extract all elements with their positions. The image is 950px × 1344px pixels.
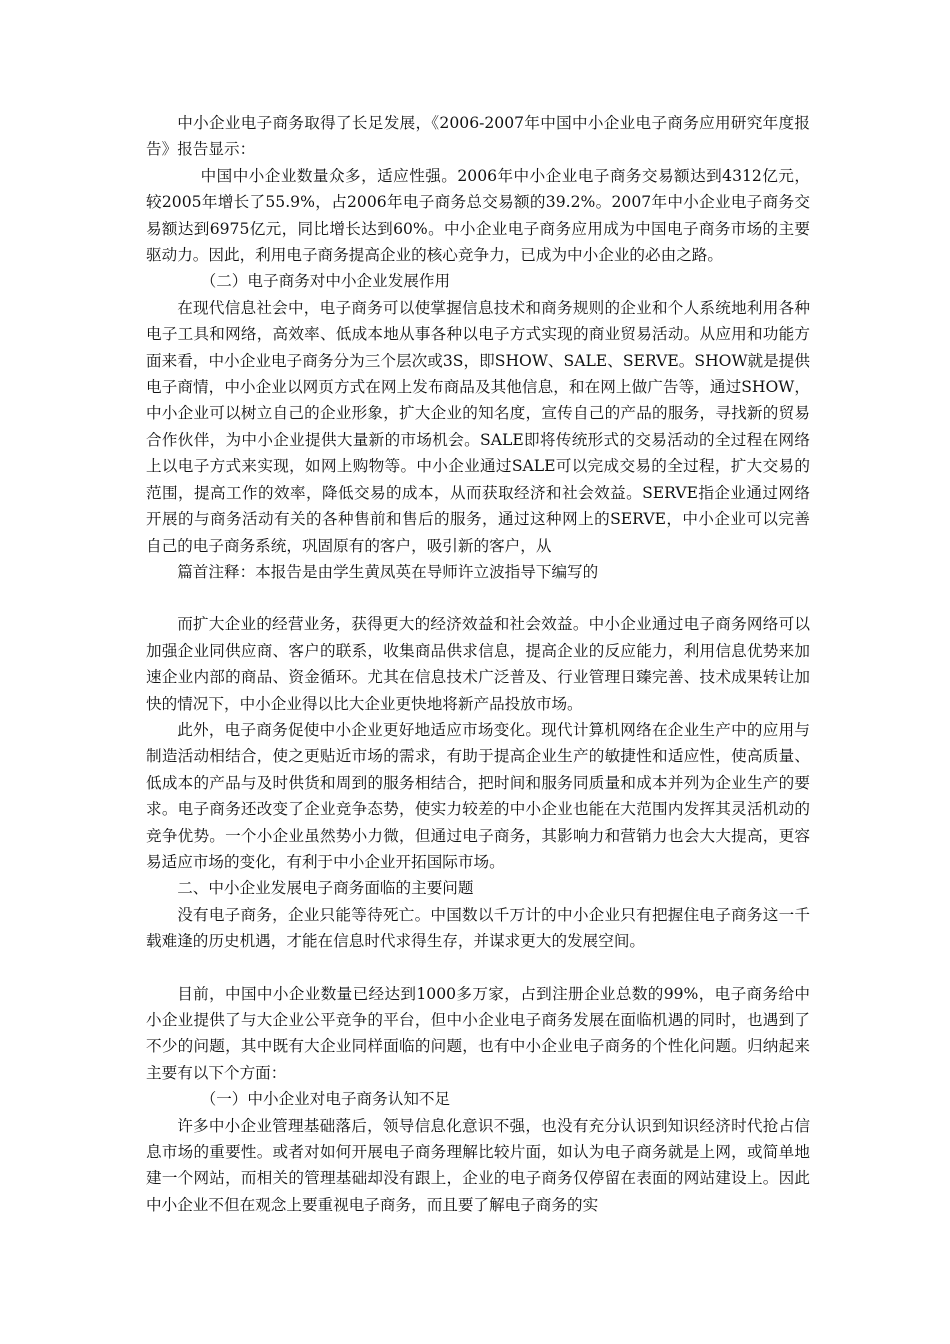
awareness-paragraph: 许多中小企业管理基础落后，领导信息化意识不强，也没有充分认识到知识经济时代抢占信息市场的重要性。或者对如何开展电子商务理解比较片面，如认为电子商务就是上网，或简单地建一个网站，而相关的管理基础却没有跟上，企业的电子商务仅停留在表面的网站建设上。因此中小企业不但在观念上要重视电子商务，而且要了解电子商务的实 [146, 1116, 810, 1214]
subsection-heading-awareness: （一）中小企业对电子商务认知不足 [200, 1090, 451, 1109]
section-heading-problems: 二、中小企业发展电子商务面临的主要问题 [177, 879, 474, 898]
market-adaptation-paragraph: 此外，电子商务促使中小企业更好地适应市场变化。现代计算机网络在企业生产中的应用与制造活动相结合，使之更贴近市场的需求，有助于提高企业生产的敏捷性和适应性，使高质量、低成本的产品与及时供货和周到的服务相结合，把时间和服务同质量和成本并列为企业生产的要求。电子商务还改变了企业竞争态势，使实力较差的中小企业也能在大范围内发挥其灵活机动的竞争优势。一个小企业虽然势小力微，但通过电子商务，其影响力和营销力也会大大提高，更容易适应市场的变化，有利于中小企业开拓国际市场。 [146, 720, 810, 871]
report-quote-paragraph: 中国中小企业数量众多，适应性强。2006年中小企业电子商务交易额达到4312亿元，较2005年增长了55.9%，占2006年电子商务总交易额的39.2%。2007年中小企业电子商务交易额达到6975亿元，同比增长达到60%。中小企业电子商务应用成为中国电子商务市场的主要驱动力。因此，利用电子商务提高企业的核心竞争力，已成为中小企业的必由之路。 [146, 166, 810, 265]
ecommerce-3s-paragraph: 在现代信息社会中，电子商务可以使掌握信息技术和商务规则的企业和个人系统地利用各种电子工具和网络，高效率、低成本地从事各种以电子方式实现的商业贸易活动。从应用和功能方面来看，中小企业电子商务分为三个层次或3S，即SHOW、SALE、SERVE。SHOW就是提供电子商情，中小企业以网页方式在网上发布商品及其他信息，和在网上做广告等，通过SHOW，中小企业可以树立自己的企业形象，扩大企业的知名度，宣传自己的产品的服务，寻找新的贸易合作伙伴，为中小企业提供大量新的市场机会。SALE即将传统形式的交易活动的全过程在网络上以电子方式来实现，如网上购物等。中小企业通过SALE可以完成交易的全过程，扩大交易的范围，提高工作的效率，降低交易的成本，从而获取经济和社会效益。SERVE指企业通过网络开展的与商务活动有关的各种售前和售后的服务，通过这种网上的SERVE，中小企业可以完善自己的电子商务系统，巩固原有的客户，吸引新的客户，从 [146, 298, 810, 555]
current-status-paragraph: 目前，中国中小企业数量已经达到1000多万家，占到注册企业总数的99%，电子商务给中小企业提供了与大企业公平竞争的平台，但中小企业电子商务发展在面临机遇的同时，也遇到了不少的问题，其中既有大企业同样面临的问题，也有中小企业电子商务的个性化问题。归纳起来主要有以下个方面： [146, 984, 810, 1082]
opportunity-paragraph: 没有电子商务，企业只能等待死亡。中国数以千万计的中小企业只有把握住电子商务这一千载难逢的历史机遇，才能在信息时代求得生存，并谋求更大的发展空间。 [146, 905, 810, 951]
document-page [146, 110, 810, 1218]
intro-paragraph: 中小企业电子商务取得了长足发展，《2006-2007年中国中小企业电子商务应用研究年度报告》报告显示： [146, 114, 810, 159]
page-break-gap [146, 585, 810, 611]
benefits-paragraph: 而扩大企业的经营业务，获得更大的经济效益和社会效益。中小企业通过电子商务网络可以加强企业同供应商、客户的联系，收集商品供求信息，提高企业的反应能力，利用信息优势来加速企业内部的商品、资金循环。尤其在信息技术广泛普及、行业管理日臻完善、技术成果转让加快的情况下，中小企业得以比大企业更快地将新产品投放市场。 [146, 615, 810, 713]
footnote-note: 篇首注释：本报告是由学生黄凤英在导师许立波指导下编写的 [177, 562, 599, 581]
section-heading-role: （二）电子商务对中小企业发展作用 [200, 272, 451, 291]
paragraph-gap [146, 955, 810, 981]
